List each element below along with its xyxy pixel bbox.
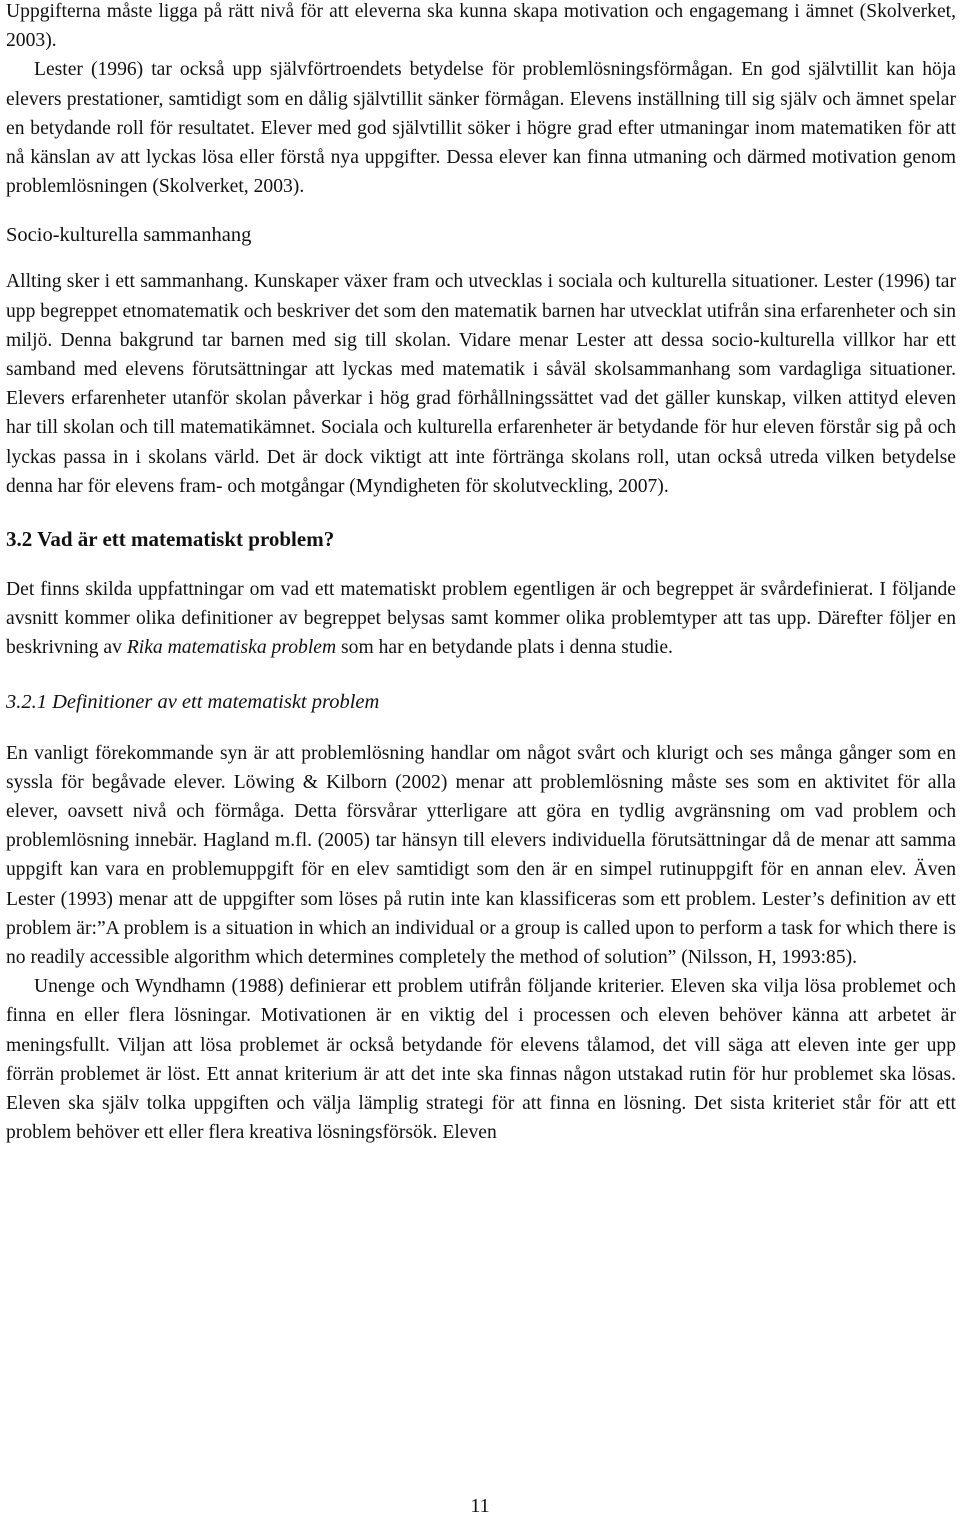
paragraph-intro-problem [6,575,956,663]
rich-problems-term: Rika matematiska problem [126,637,337,659]
paragraph-intro-text-start: Det finns skilda uppfattningar om vad ett matematiskt problem egentligen är och begreppet är svårdefinierat. I följande avsnitt kommer olika definitioner av begreppet belysas samt kommer olika problemtyper att tas upp. Därefter följer en beskrivning av [6,579,956,659]
paragraph-socio-cultural: Allting sker i ett sammanhang. Kunskaper växer fram och utvecklas i sociala och kulturella situationer. Lester (1996) tar upp begreppet etnomatematik och beskriver det som den matematik barnen har utvecklat utifrån sina erfarenheter och sin miljö. Denna bakgrund tar barnen med sig till skolan. Vidare menar Lester att dessa socio-kulturella villkor har ett samband med elevens förutsättningar att lyckas med matematik i såväl skolsammanhang som vardagliga situationer. Elevers erfarenheter utanför skolan påverkar i hög grad förhållningssättet vad det gäller kunskap, vilken attityd eleven har till skolan och till matematikämnet. Sociala och kulturella erfarenheter är betydande för hur eleven förstår sig på och lyckas passa in i skolans värld. Det är dock viktigt att inte förtränga skolans roll, utan också utreda vilken betydelse denna har för elevens fram- och motgångar (Myndigheten för skolutveckling, 2007). [6,271,956,497]
paragraph-motivation: Uppgifterna måste ligga på rätt nivå för att eleverna ska kunna skapa motivation och engagemang i ämnet (Skolverket, 2003). [6,1,956,52]
heading-section-3-2: 3.2 Vad är ett matematiskt problem? [6,527,335,552]
paragraph-intro-text-end: som har en betydande plats i denna studie. [336,637,673,659]
paragraph-definitions: En vanligt förekommande syn är att problemlösning handlar om något svårt och klurigt och ses många gånger som en syssla för begåvade elever. Löwing & Kilborn (2002) menar att problemlösning måste ses som en aktivitet för alla elever, oavsett nivå och förmåga. Detta försvårar ytterligare att göra en tydlig avgränsning om vad problem och problemlösning innebär. Hagland m.fl. (2005) tar hänsyn till elevers individuella förutsättningar då de menar att samma uppgift kan vara en problemuppgift för en elev samtidigt som den är en simpel rutinuppgift för en annan elev. Även Lester (1993) menar att de uppgifter som löses på rutin inte kan klassificeras som ett problem. Lester’s definition av ett problem är:”A problem is a situation in which an individual or a group is called upon to perform a task for which there is no readily accessible algorithm which determines completely the method of solution” (Nilsson, H, 1993:85). [6,742,956,969]
paragraph-criteria: Unenge och Wyndhamn (1988) definierar ett problem utifrån följande kriterier. Eleven ska vilja lösa problemet och finna en eller flera lösningar. Motivationen är en viktig del i processen och eleven behöver känna att arbetet är meningsfullt. Viljan att lösa problemet är också betydande för elevens tålamod, det vill säga att eleven inte ger upp förrän problemet är löst. Ett annat kriterium är att det inte ska finnas någon utstakad rutin för hur problemet ska lösas. Eleven ska själv tolka uppgiften och välja lämplig strategi för att finna en lösning. Det sista kriteriet står för att ett problem behöver ett eller flera kreativa lösningsförsök. Eleven [6,976,956,1144]
document-page [6,0,956,1148]
page-number: 11 [470,1495,490,1517]
paragraph-self-confidence: Lester (1996) tar också upp självförtroendets betydelse för problemlösningsförmågan. En god självtillit kan höja elevers prestationer, samtidigt som en dålig självtillit sänker förmågan. Elevens inställning till sig själv och ämnet spelar en betydande roll för resultatet. Elever med god självtillit söker i högre grad efter utmaningar inom matematiken för att nå känslan av att lyckas lösa eller förstå nya uppgifter. Dessa elever kan finna utmaning och därmed motivation genom problemlösningen (Skolverket, 2003). [6,59,956,198]
heading-socio-cultural: Socio-kulturella sammanhang [6,224,252,247]
heading-section-3-2-1: 3.2.1 Definitioner av ett matematiskt problem [6,690,380,713]
